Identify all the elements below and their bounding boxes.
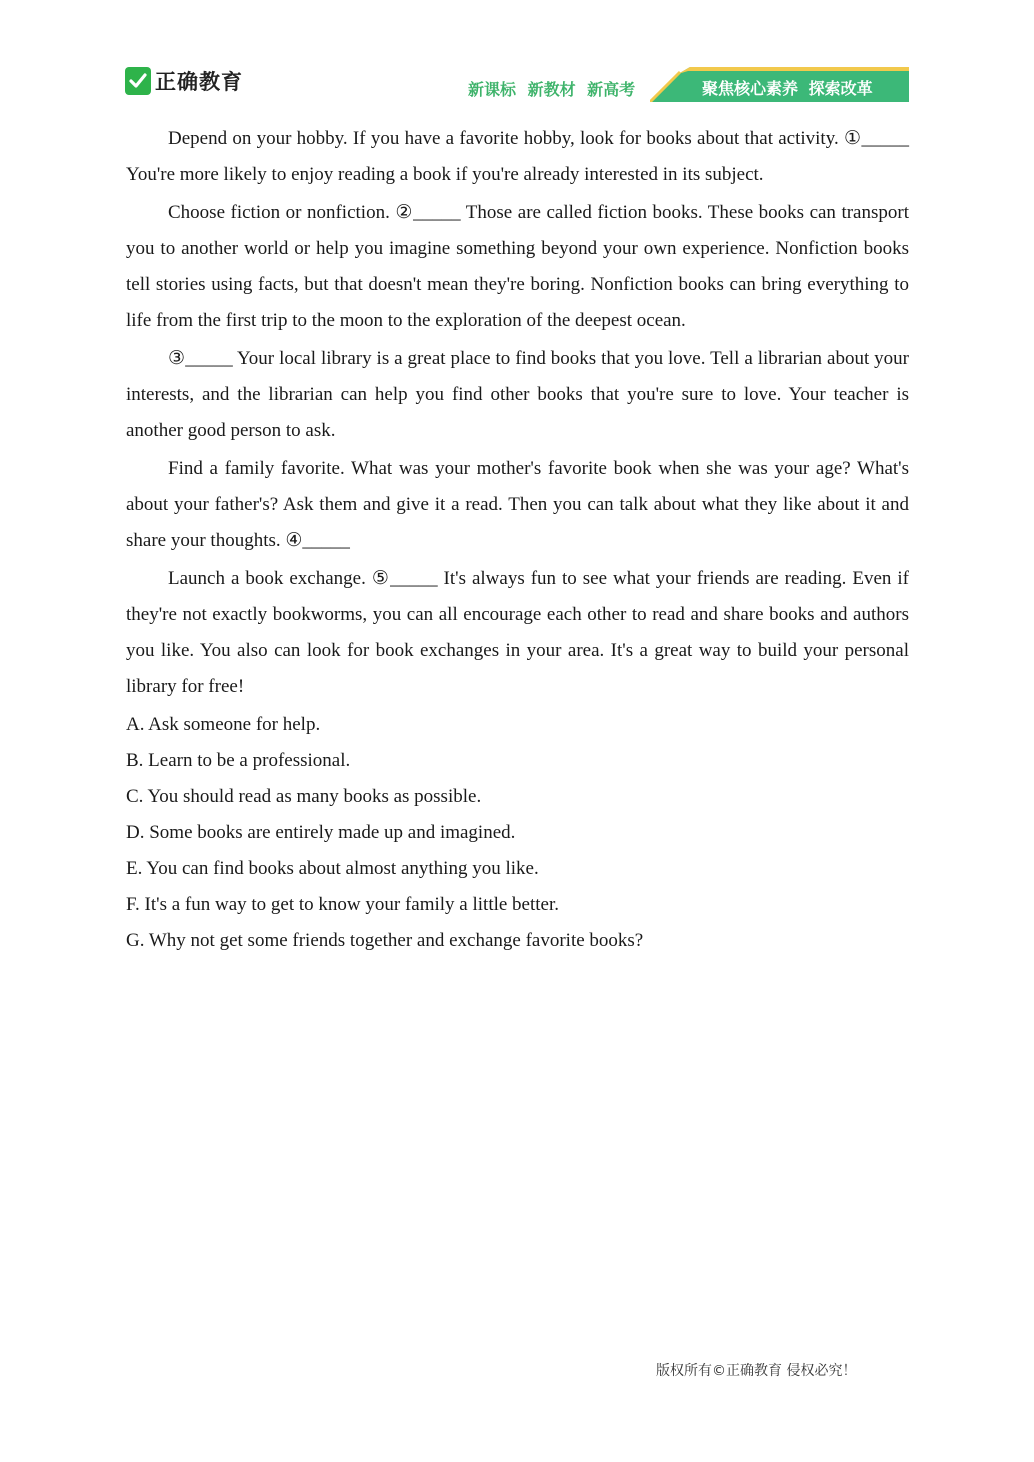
brand-logo: [125, 66, 243, 96]
checkmark-icon: [125, 67, 151, 95]
slogan-banner: [650, 67, 909, 102]
option-d: D. Some books are entirely made up and imagined.: [126, 822, 516, 843]
paragraph-library: ③_____ Your local library is a great place to find books that you love. Tell a librarian about your interests, and the librarian can help you find other books that you're sure to love. Your teacher is another good person to ask.: [126, 348, 909, 441]
page-header: [0, 0, 1034, 110]
copyright-footer: 版权所有©正确教育 侵权必究！: [656, 1363, 857, 1379]
option-a: A. Ask someone for help.: [126, 714, 321, 735]
paragraph-fiction: Choose fiction or nonfiction. ②_____ Those are called fiction books. These books can transport you to another world or help you imagine something beyond your own experience. Nonfiction books tell stories using facts, but that doesn't mean they're boring. Nonfiction books can bring everything to life from the first trip to the moon to the exploration of the deepest ocean.: [126, 202, 909, 331]
reading-passage: [126, 121, 909, 959]
paragraph-hobby: Depend on your hobby. If you have a favorite hobby, look for books about that activity. ①_____ You're more likely to enjoy reading a book if you're already interested in its subject.: [126, 128, 909, 185]
option-b: B. Learn to be a professional.: [126, 750, 351, 771]
brand-name: 正确教育: [155, 70, 243, 94]
slogan-new-curriculum: 新课标 新教材 新高考: [468, 80, 636, 99]
answer-options: [126, 707, 909, 959]
option-g: G. Why not get some friends together and exchange favorite books?: [126, 930, 644, 951]
option-c: C. You should read as many books as possible.: [126, 786, 482, 807]
option-e: E. You can find books about almost anything you like.: [126, 858, 539, 879]
slogan-core-literacy: 聚焦核心素养 探索改革: [702, 79, 873, 98]
option-f: F. It's a fun way to get to know your family a little better.: [126, 894, 560, 915]
paragraph-family: Find a family favorite. What was your mother's favorite book when she was your age? What's about your father's? Ask them and give it a read. Then you can talk about what they like about it and share your thoughts. ④_____: [126, 458, 909, 551]
paragraph-exchange: Launch a book exchange. ⑤_____ It's always fun to see what your friends are reading. Even if they're not exactly bookworms, you can all encourage each other to read and share books and authors you like. You also can look for book exchanges in your area. It's a great way to build your personal library for free!: [126, 568, 909, 697]
